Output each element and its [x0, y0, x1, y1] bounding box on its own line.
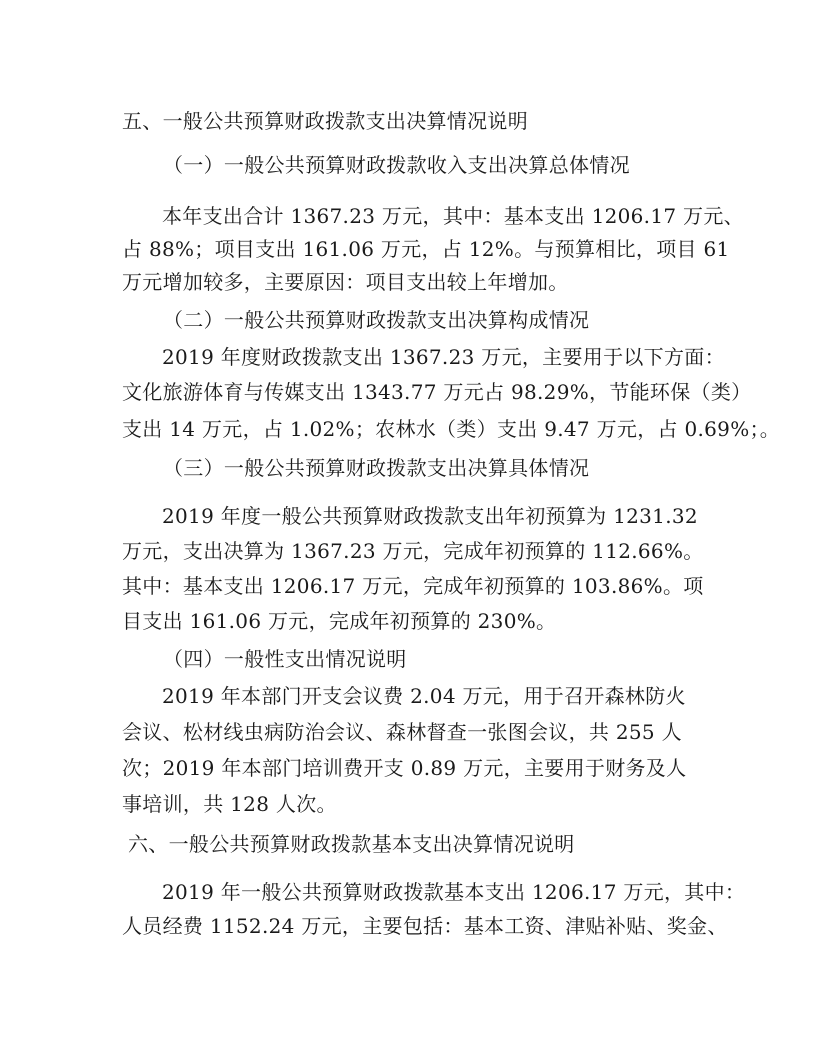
paragraph-line: 本年支出合计 1367.23 万元，其中：基本支出 1206.17 万元、	[162, 204, 744, 228]
paragraph-line: 2019 年度财政拨款支出 1367.23 万元，主要用于以下方面：	[162, 345, 725, 369]
paragraph-line: 文化旅游体育与传媒支出 1343.77 万元占 98.29%，节能环保（类）	[122, 380, 752, 404]
paragraph-line: 2019 年一般公共预算财政拨款基本支出 1206.17 万元，其中：	[162, 880, 746, 904]
paragraph-line: 万元，支出决算为 1367.23 万元，完成年初预算的 112.66%。	[122, 539, 704, 563]
paragraph-line: 万元增加较多，主要原因：项目支出较上年增加。	[122, 270, 569, 294]
paragraph-line: 事培训，共 128 人次。	[122, 792, 337, 816]
section-5-2-heading: （二）一般公共预算财政拨款支出决算构成情况	[163, 308, 590, 332]
section-5-heading: 五、一般公共预算财政拨款支出决算情况说明	[122, 109, 528, 133]
section-5-3-heading: （三）一般公共预算财政拨款支出决算具体情况	[163, 456, 590, 480]
paragraph-line: 支出 14 万元，占 1.02%；农林水（类）支出 9.47 万元，占 0.69%；。	[122, 417, 781, 441]
section-5-1-heading: （一）一般公共预算财政拨款收入支出决算总体情况	[163, 153, 630, 177]
section-5-4-heading: （四）一般性支出情况说明	[163, 647, 407, 671]
paragraph-line: 2019 年本部门开支会议费 2.04 万元，用于召开森林防火	[162, 684, 686, 708]
paragraph-line: 其中：基本支出 1206.17 万元，完成年初预算的 103.86%。项	[122, 574, 704, 598]
paragraph-line: 目支出 161.06 万元，完成年初预算的 230%。	[122, 609, 557, 633]
paragraph-line: 占 88%；项目支出 161.06 万元，占 12%。与预算相比，项目 61	[122, 237, 730, 261]
paragraph-line: 2019 年度一般公共预算财政拨款支出年初预算为 1231.32	[162, 504, 698, 528]
section-6-heading: 六、一般公共预算财政拨款基本支出决算情况说明	[128, 832, 575, 856]
paragraph-line: 会议、松材线虫病防治会议、森林督查一张图会议，共 255 人	[122, 720, 682, 744]
paragraph-line: 次；2019 年本部门培训费开支 0.89 万元，主要用于财务及人	[122, 756, 687, 780]
paragraph-line: 人员经费 1152.24 万元，主要包括：基本工资、津贴补贴、奖金、	[122, 914, 728, 938]
